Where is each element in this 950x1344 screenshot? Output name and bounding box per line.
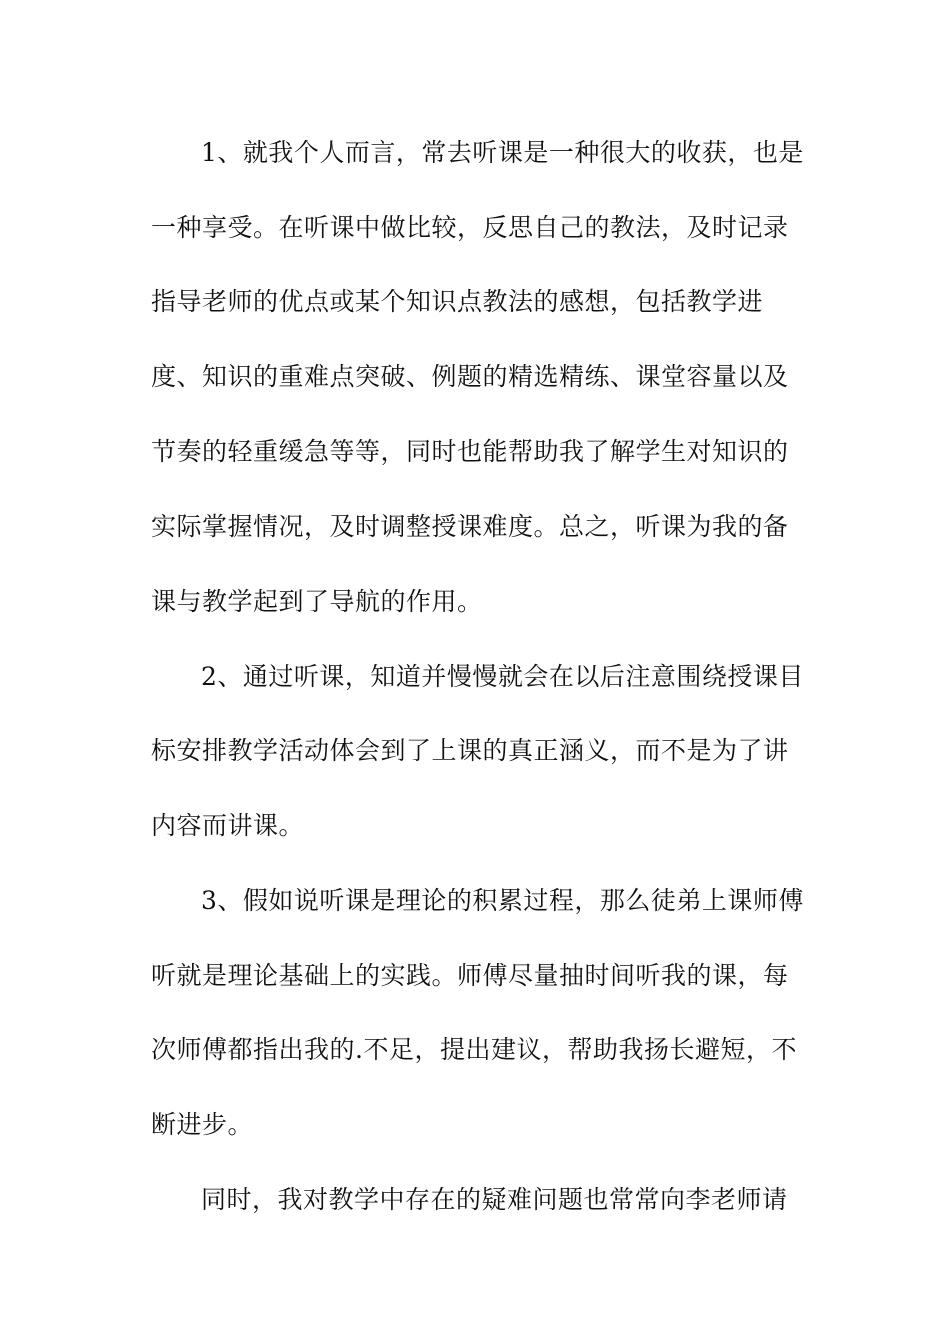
paragraph-4-line-1: 同时，我对教学中存在的疑难问题也常常向李老师请 bbox=[201, 1185, 788, 1214]
paragraph-1-line-6: 实际掌握情况，及时调整授课难度。总之，听课为我的备 bbox=[151, 512, 789, 541]
paragraph-3-line-3: 次师傅都指出我的.不足，提出建议，帮助我扬长避短，不 bbox=[151, 1035, 797, 1064]
paragraph-2-line-2: 标安排教学活动体会到了上课的真正涵义，而不是为了讲 bbox=[151, 736, 789, 765]
paragraph-1-line-2: 一种享受。在听课中做比较，反思自己的教法，及时记录 bbox=[151, 213, 789, 242]
paragraph-1-line-7: 课与教学起到了导航的作用。 bbox=[151, 587, 483, 616]
paragraph-3-line-2: 听就是理论基础上的实践。师傅尽量抽时间听我的课，每 bbox=[151, 961, 789, 990]
paragraph-1-line-3: 指导老师的优点或某个知识点教法的感想，包括教学进 bbox=[151, 287, 764, 316]
paragraph-3-line-4: 断进步。 bbox=[151, 1110, 254, 1139]
paragraph-2-line-1: 2、通过听课，知道并慢慢就会在以后注意围绕授课目 bbox=[201, 662, 804, 691]
paragraph-2-line-3: 内容而讲课。 bbox=[151, 811, 305, 840]
paragraph-3-line-1: 3、假如说听课是理论的积累过程，那么徒弟上课师傅 bbox=[201, 886, 804, 915]
paragraph-1-line-1: 1、就我个人而言，常去听课是一种很大的收获，也是 bbox=[201, 138, 804, 167]
paragraph-1-line-4: 度、知识的重难点突破、例题的精选精练、课堂容量以及 bbox=[151, 362, 789, 391]
paragraph-1-line-5: 节奏的轻重缓急等等，同时也能帮助我了解学生对知识的 bbox=[151, 437, 789, 466]
